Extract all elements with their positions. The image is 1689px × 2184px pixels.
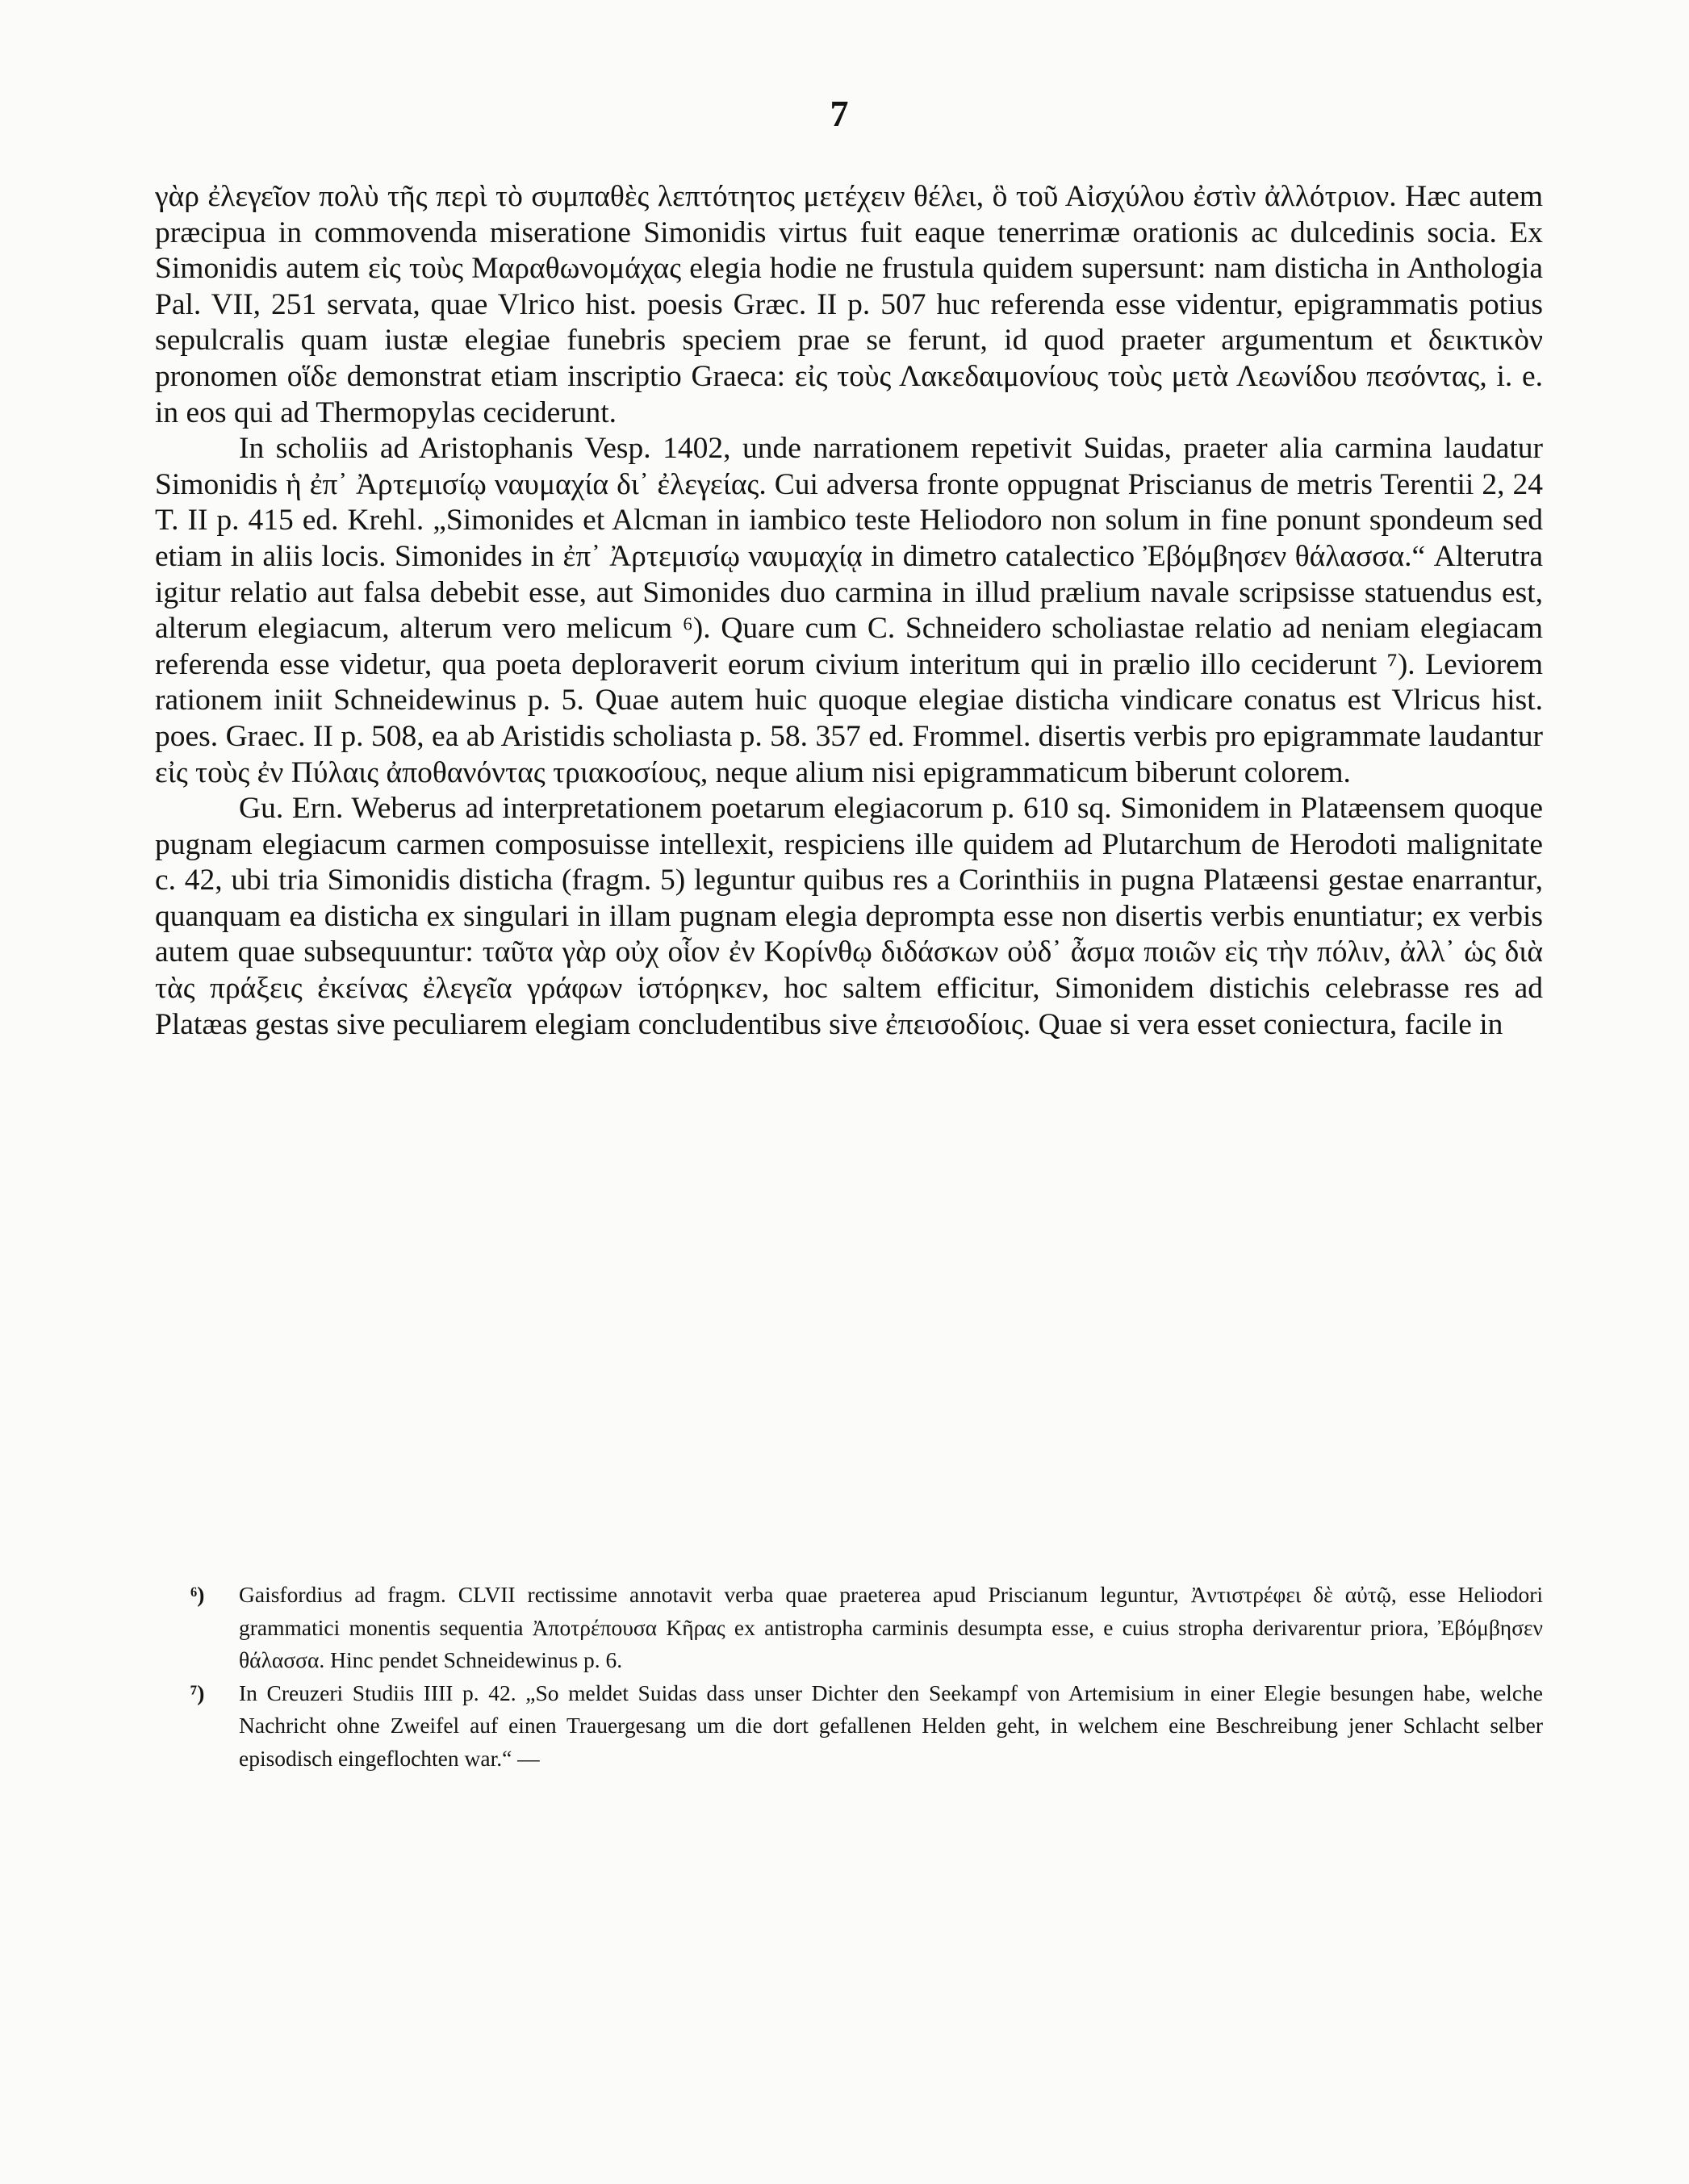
footnote-marker: ⁷) bbox=[190, 1680, 205, 1705]
page-number: 7 bbox=[830, 93, 849, 134]
paragraph-1: γὰρ ἐλεγεῖον πολὺ τῆς περὶ τὸ συμπαθὲς λεπτότητος μετέχειν θέλει, ὃ τοῦ Αἰσχύλου ἐστὶν ἀλλότριον. Hæc autem præcipua in commovenda miseratione Simonidis virtus fuit eaque tenerrimæ orationis ac dulcedinis socia. Ex Simonidis autem εἰς τοὺς Μαραθωνομάχας elegia hodie ne frustula quidem supersunt: nam disticha in Anthologia Pal. VII, 251 servata, quae Vlrico hist. poesis Græc. II p. 507 huc referenda esse videntur, epigrammatis potius sepulcralis quam iustæ elegiae funebris speciem prae se ferunt, id quod praeter argumentum et δεικτικὸν pronomen οἵδε demonstrat etiam inscriptio Graeca: εἰς τοὺς Λακεδαιμονίους τοὺς μετὰ Λεωνίδου πεσόντας, i. e. in eos qui ad Thermopylas ceciderunt. bbox=[155, 180, 1543, 429]
footnotes bbox=[190, 1579, 1543, 1775]
footnote-7 bbox=[190, 1677, 1543, 1776]
footnote-text: Gaisfordius ad fragm. CLVII rectissime annotavit verba quae praeterea apud Priscianum leguntur, Ἀντιστρέφει δὲ αὐτῷ, esse Heliodori grammatici monentis sequentia Ἀποτρέπουσα Κῆρας ex antistropha carminis desumpta esse, e cuius stropha derivarentur priora, Ἐβόμβησεν θάλασσα. Hinc pendet Schneidewinus p. 6. bbox=[239, 1582, 1543, 1672]
main-text bbox=[155, 179, 1543, 1043]
footnote-marker: ⁶) bbox=[190, 1582, 205, 1607]
paragraph-3: Gu. Ern. Weberus ad interpretationem poetarum elegiacorum p. 610 sq. Simonidem in Platæensem quoque pugnam elegiacum carmen composuisse intellexit, respiciens ille quidem ad Plutarchum de Herodoti malignitate c. 42, ubi tria Simonidis disticha (fragm. 5) leguntur quibus res a Corinthiis in pugna Platæensi gestae enarrantur, quanquam ea disticha ex singulari in illam pugnam elegia deprompta esse non disertis verbis enuntiatur; ex verbis autem quae subsequuntur: ταῦτα γὰρ οὐχ οἷον ἐν Κορίνθῳ διδάσκων οὐδ᾽ ἆσμα ποιῶν εἰς τὴν πόλιν, ἀλλ᾽ ὡς διὰ τὰς πράξεις ἐκείνας ἐλεγεῖα γράφων ἱστόρηκεν, hoc saltem efficitur, Simonidem distichis celebrasse res ad Platæas gestas sive peculiarem elegiam concludentibus sive ἐπεισοδίοις. Quae si vera esset coniectura, facile in bbox=[155, 792, 1543, 1041]
paragraph-2: In scholiis ad Aristophanis Vesp. 1402, unde narrationem repetivit Suidas, praeter alia carmina laudatur Simonidis ἡ ἐπ᾽ Ἀρτεμισίῳ ναυμαχία δι᾽ ἐλεγείας. Cui adversa fronte oppugnat Priscianus de metris Terentii 2, 24 T. II p. 415 ed. Krehl. „Simonides et Alcman in iambico teste Heliodoro non solum in fine ponunt spondeum sed etiam in aliis locis. Simonides in ἐπ᾽ Ἀρτεμισίῳ ναυμαχίᾳ in dimetro catalectico Ἐβόμβησεν θάλασσα.“ Alterutra igitur relatio aut falsa debebit esse, aut Simonides duo carmina in illud prælium navale scripsisse statuendus est, alterum elegiacum, alterum vero melicum ⁶). Quare cum C. Schneidero scholiastae relatio ad neniam elegiacam referenda esse videtur, qua poeta deploraverit eorum civium interitum qui in prælio illo ceciderunt ⁷). Leviorem rationem iniit Schneidewinus p. 5. Quae autem huic quoque elegiae disticha vindicare conatus est Vlricus hist. poes. Graec. II p. 508, ea ab Aristidis scholiasta p. 58. 357 ed. Frommel. disertis verbis pro epigrammate laudantur εἰς τοὺς ἐν Πύλαις ἀποθανόντας τριακοσίους, neque alium nisi epigrammaticum biberunt colorem. bbox=[155, 432, 1543, 789]
footnote-6 bbox=[190, 1579, 1543, 1677]
footnote-text: In Creuzeri Studiis IIII p. 42. „So meldet Suidas dass unser Dichter den Seekampf von Artemisium in einer Elegie besungen habe, welche Nachricht ohne Zweifel auf einen Trauergesang um die dort gefallenen Helden geht, in welchem eine Beschreibung jener Schlacht selber episodisch eingeflochten war.“ — bbox=[239, 1680, 1543, 1771]
